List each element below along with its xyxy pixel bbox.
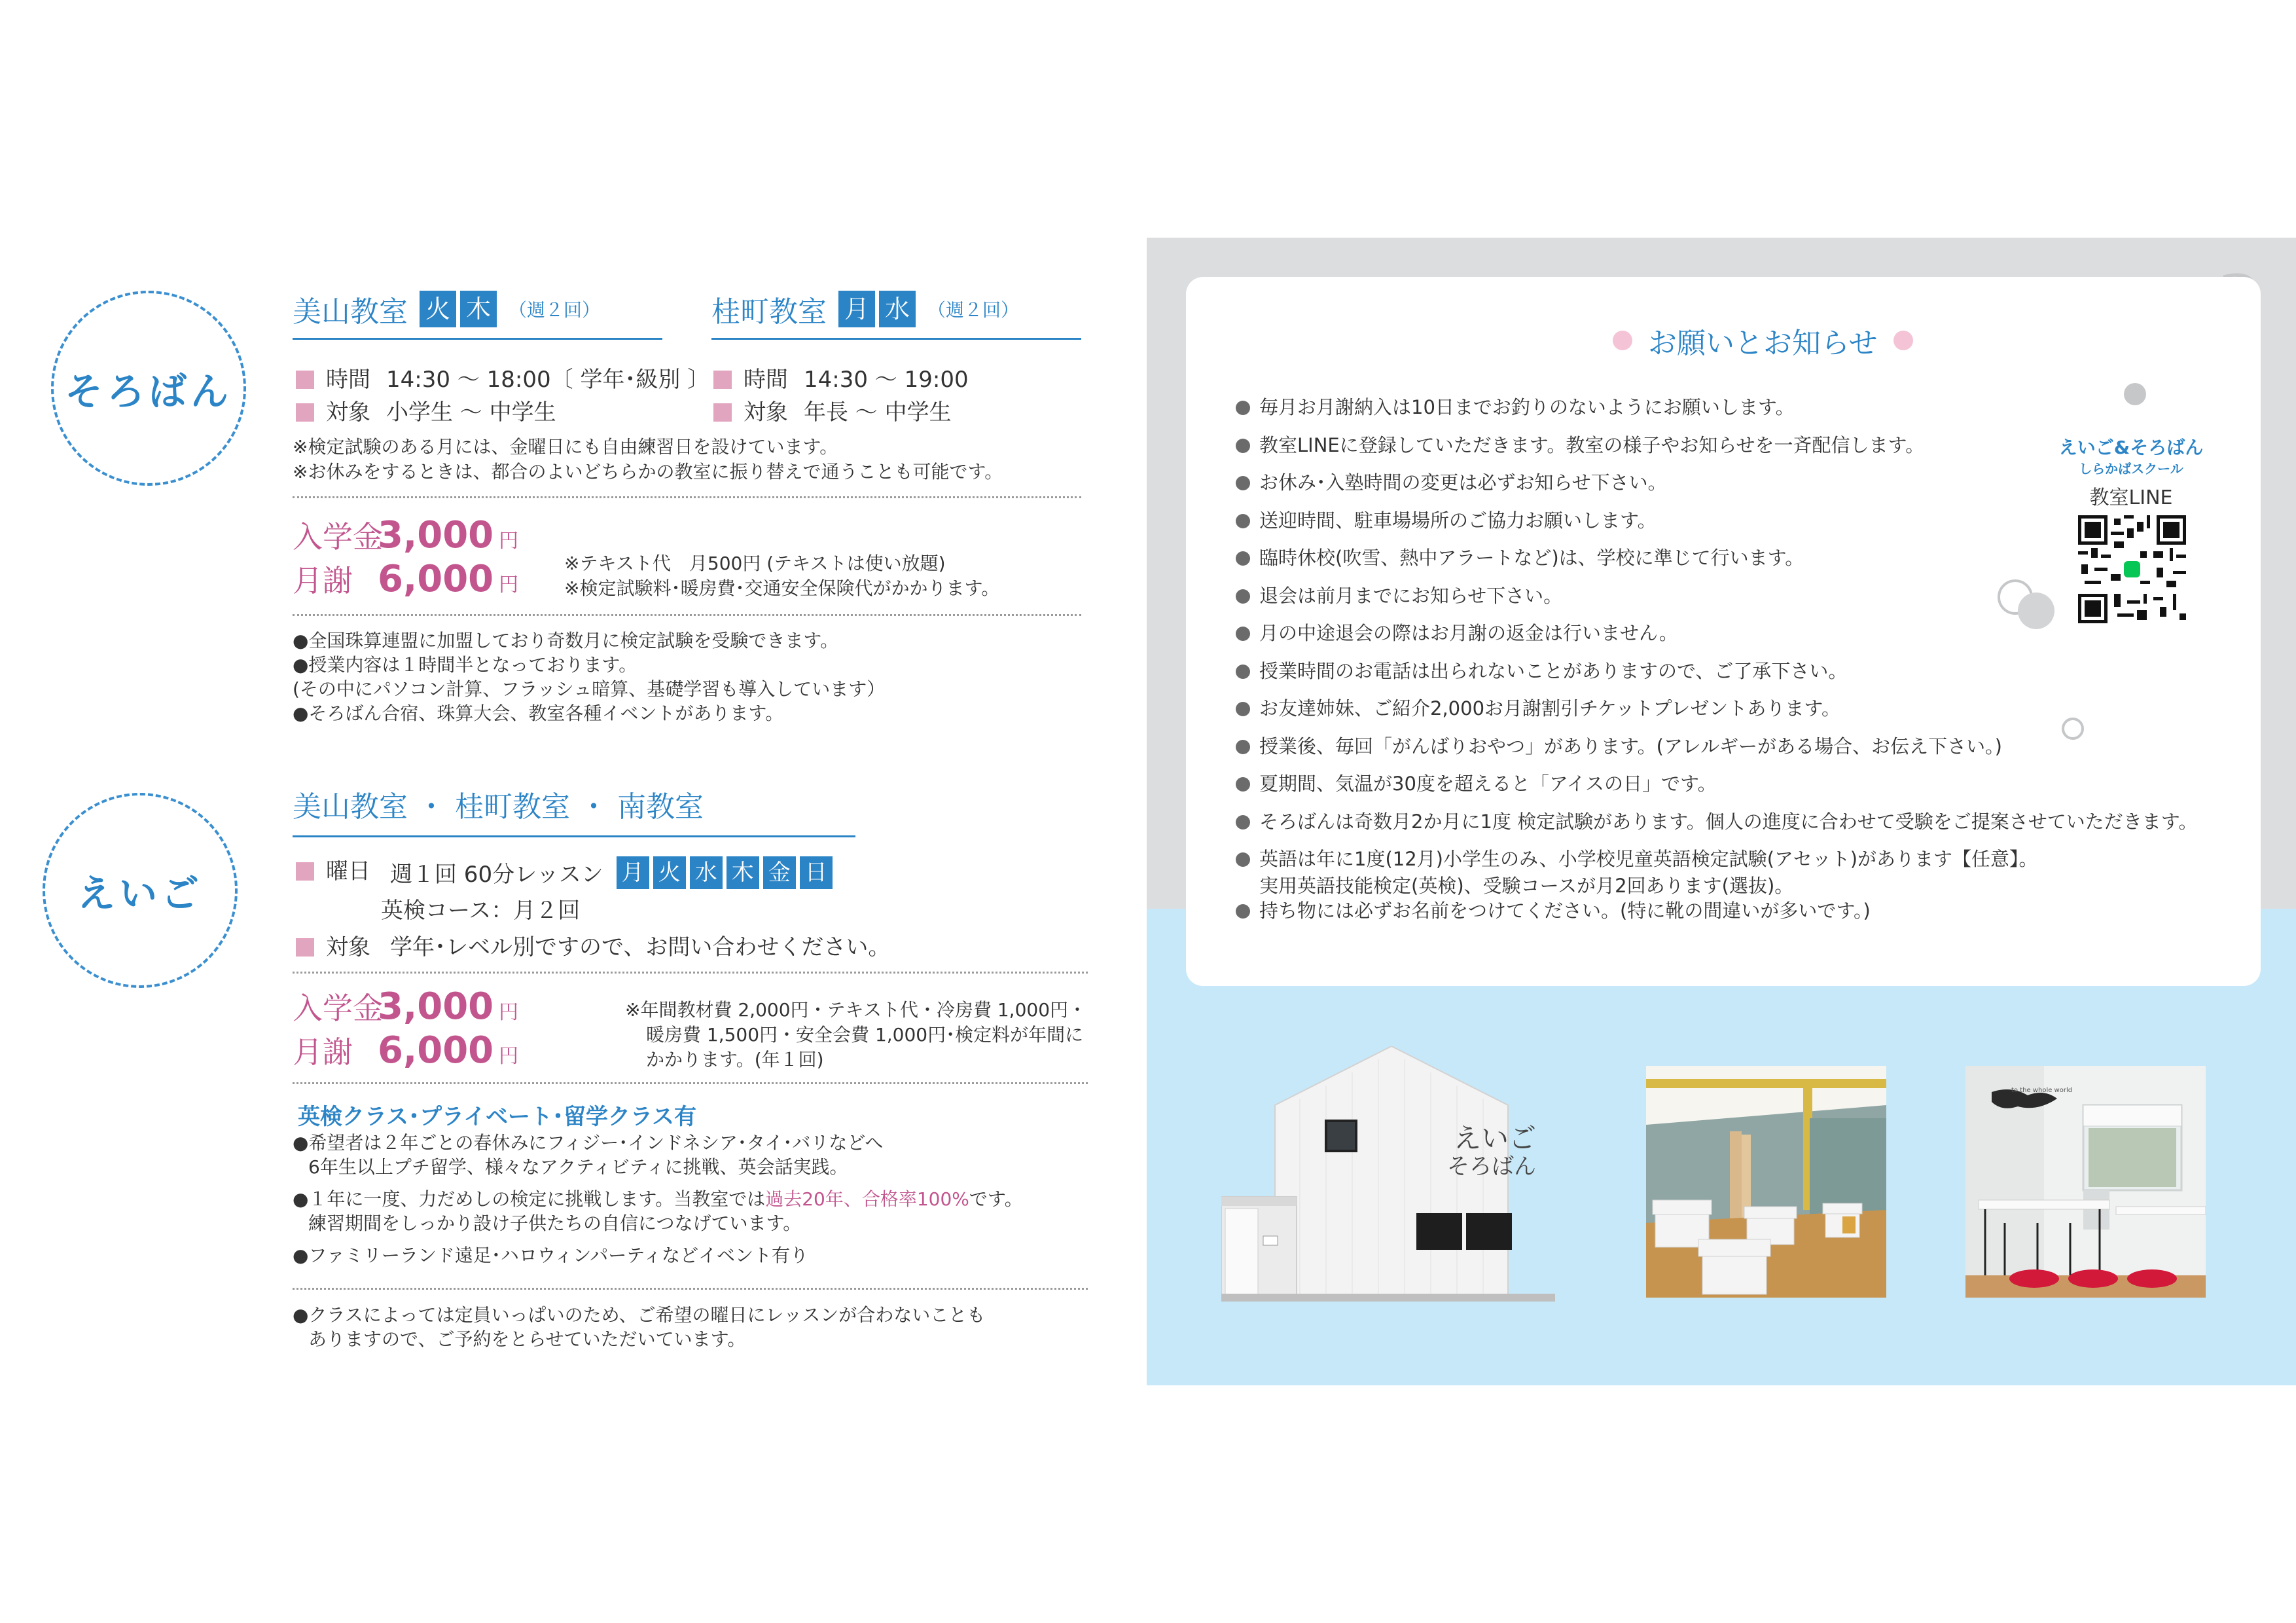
list-item: そろばんは奇数月2か月に1度 検定試験があります。個人の進度に合わせて受験をご提案させていただきます。	[1236, 807, 2197, 845]
soroban-fee-notes: ※テキスト代 月500円 (テキストは使い放題) ※検定試験料･暖房費･交通安全保険代がかかります。	[564, 553, 1000, 599]
katsura-time: 時間 14:30 ～ 19:00	[713, 361, 969, 393]
pass-rate-highlight: 過去20年、合格率100%	[765, 1188, 969, 1210]
day-badge: 水	[879, 291, 916, 327]
list-item: 毎月お月謝納入は10日までお釣りのないようにお願いします。	[1236, 393, 2197, 431]
day-badge: 木	[726, 856, 759, 889]
notice-title: お願いとお知らせ	[1597, 319, 1929, 361]
dotted-divider	[293, 972, 1088, 974]
katsura-header	[711, 288, 1019, 330]
soroban-entry-fee: 入学金3,000 円	[293, 514, 519, 556]
svg-text:そろばん: そろばん	[1447, 1154, 1536, 1180]
miyama-target: 対象 小学生 ～ 中学生	[296, 394, 556, 426]
bullet-square	[713, 371, 732, 389]
list-item: 持ち物には必ずお名前をつけてください。(特に靴の間違いが多いです。)	[1236, 896, 2197, 934]
soroban-monthly-fee: 月謝 6,000 円	[293, 558, 519, 600]
classroom-photo-2	[1965, 1066, 2206, 1298]
line-label: 教室LINE	[2089, 486, 2173, 509]
miyama-name: 美山教室	[293, 295, 408, 329]
bullet-square	[296, 403, 314, 422]
soroban-badge	[51, 291, 246, 486]
header-underline	[293, 835, 855, 837]
soroban-bullets: ●全国珠算連盟に加盟しており奇数月に検定試験を受験できます。 ●授業内容は１時間半となっております。 (その中にパソコン計算、フラッシュ暗算、基礎学習も導入しています） ●そろばん合宿、珠算大会、教室各種イベントがあります。	[293, 630, 886, 724]
pink-dot	[1613, 331, 1632, 350]
list-item: 授業時間のお電話は出られないことがありますので、ご了承下さい。	[1236, 657, 2197, 695]
bullet-square	[296, 938, 314, 957]
eigo-class-heading: 英検クラス･プライベート･留学クラス有	[298, 1104, 696, 1130]
miyama-time: 時間 14:30 ～ 18:00〔 学年･級別 〕	[296, 361, 709, 393]
list-item: 英語は年に1度(12月)小学生のみ、小学校児童英語検定試験(アセット)があります【任意】。 実用英語技能検定(英検)、受験コースが月2回あります(選抜)。	[1236, 845, 2197, 896]
list-item: 月の中途退会の際はお月謝の返金は行いません。	[1236, 619, 2197, 657]
katsura-name: 桂町教室	[711, 295, 827, 329]
day-badge: 火	[653, 856, 686, 889]
day-badge: 火	[420, 291, 456, 327]
eigo-badge-text: えいご	[77, 871, 203, 916]
bullet-square	[296, 862, 314, 881]
eigo-monthly-fee: 月謝 6,000 円	[293, 1029, 519, 1072]
eigo-badge	[43, 793, 238, 988]
dotted-divider	[293, 1082, 1088, 1084]
school-building-photo	[1221, 1046, 1555, 1302]
list-item: 教室LINEに登録していただきます。教室の様子やお知らせを一斉配信します。	[1236, 431, 2197, 469]
eigo-day-row: 曜日 週１回 60分レッスン 月 火 水 木 金 日	[296, 853, 836, 889]
list-item: 退会は前月までにお知らせ下さい。	[1236, 581, 2197, 619]
svg-text:えいご: えいご	[1454, 1122, 1537, 1154]
svg-text:to the whole world: to the whole world	[2011, 1087, 2073, 1094]
pink-dot	[1893, 331, 1913, 350]
eigo-fee-notes: ※年間教材費 2,000円・テキスト代・冷房費 1,000円・ 暖房費 1,500円・安全会費 1,000円･検定料が年間に かかります。(年１回)	[625, 999, 1087, 1070]
day-badge: 木	[460, 291, 497, 327]
eigo-target-row: 対象 学年･レベル別ですので、お問い合わせください。	[296, 929, 890, 961]
notice-list	[1236, 393, 2197, 934]
day-badge: 水	[690, 856, 723, 889]
list-item: お休み･入塾時間の変更は必ずお知らせ下さい。	[1236, 468, 2197, 506]
dotted-divider	[293, 1288, 1088, 1290]
day-badge: 月	[617, 856, 649, 889]
eigo-reservation-note: ●クラスによっては定員いっぱいのため、ご希望の曜日にレッスンが合わないことも ありますので、ご予約をとらせていただいています。	[293, 1304, 986, 1350]
frequency-label: （週２回）	[927, 299, 1020, 321]
eigo-entry-fee: 入学金3,000 円	[293, 985, 519, 1028]
day-badge: 日	[800, 856, 833, 889]
line-qr-code[interactable]	[2078, 515, 2186, 623]
classroom-photo-1	[1646, 1066, 1886, 1298]
day-badge: 月	[838, 291, 875, 327]
list-item: 授業後、毎回「がんばりおやつ」があります。(アレルギーがある場合、お伝え下さい。)	[1236, 732, 2197, 770]
line-brand: えいご&そろばん	[2058, 437, 2204, 458]
header-underline	[293, 338, 662, 340]
dotted-divider	[293, 614, 1081, 616]
eigo-schools: 美山教室 ・ 桂町教室 ・ 南教室	[293, 790, 704, 824]
eiken-course: 英検コース：月２回	[381, 898, 581, 924]
dotted-divider	[293, 496, 1081, 498]
soroban-badge-text: そろばん	[64, 369, 232, 414]
list-item: 臨時休校(吹雪、熱中アラートなど)は、学校に準じて行います。	[1236, 543, 2197, 581]
frequency-label: （週２回）	[509, 299, 601, 321]
header-underline	[711, 338, 1081, 340]
bullet-square	[296, 371, 314, 389]
list-item: 夏期間、気温が30度を超えると「アイスの日」です。	[1236, 769, 2197, 807]
eigo-bullets: ●希望者は２年ごとの春休みにフィジー･インドネシア･タイ･バリなどへ 6年生以上プチ留学、様々なアクティビティに挑戦、英会話実践。 ●１年に一度、力だめしの検定に挑戦します。当教室では過去20年、合格率100%です。 練習期間をしっかり設け子供たちの自信につなげています。 ●ファミリーランド遠足･ハロウィンパーティなどイベント有り	[293, 1132, 1023, 1266]
katsura-target: 対象 年長 ～ 中学生	[713, 394, 952, 426]
miyama-header	[293, 288, 600, 330]
list-item: お友達姉妹、ご紹介2,000お月謝割引チケットプレゼントあります。	[1236, 694, 2197, 732]
list-item: 送迎時間、駐車場場所のご協力お願いします。	[1236, 506, 2197, 544]
bullet-square	[713, 403, 732, 422]
day-badge: 金	[763, 856, 796, 889]
soroban-notes: ※検定試験のある月には、金曜日にも自由練習日を設けています。 ※お休みをするときは、都合のよいどちらかの教室に振り替えで通うことも可能です。	[293, 436, 1003, 483]
line-brand-sub: しらかばスクール	[2079, 461, 2183, 477]
